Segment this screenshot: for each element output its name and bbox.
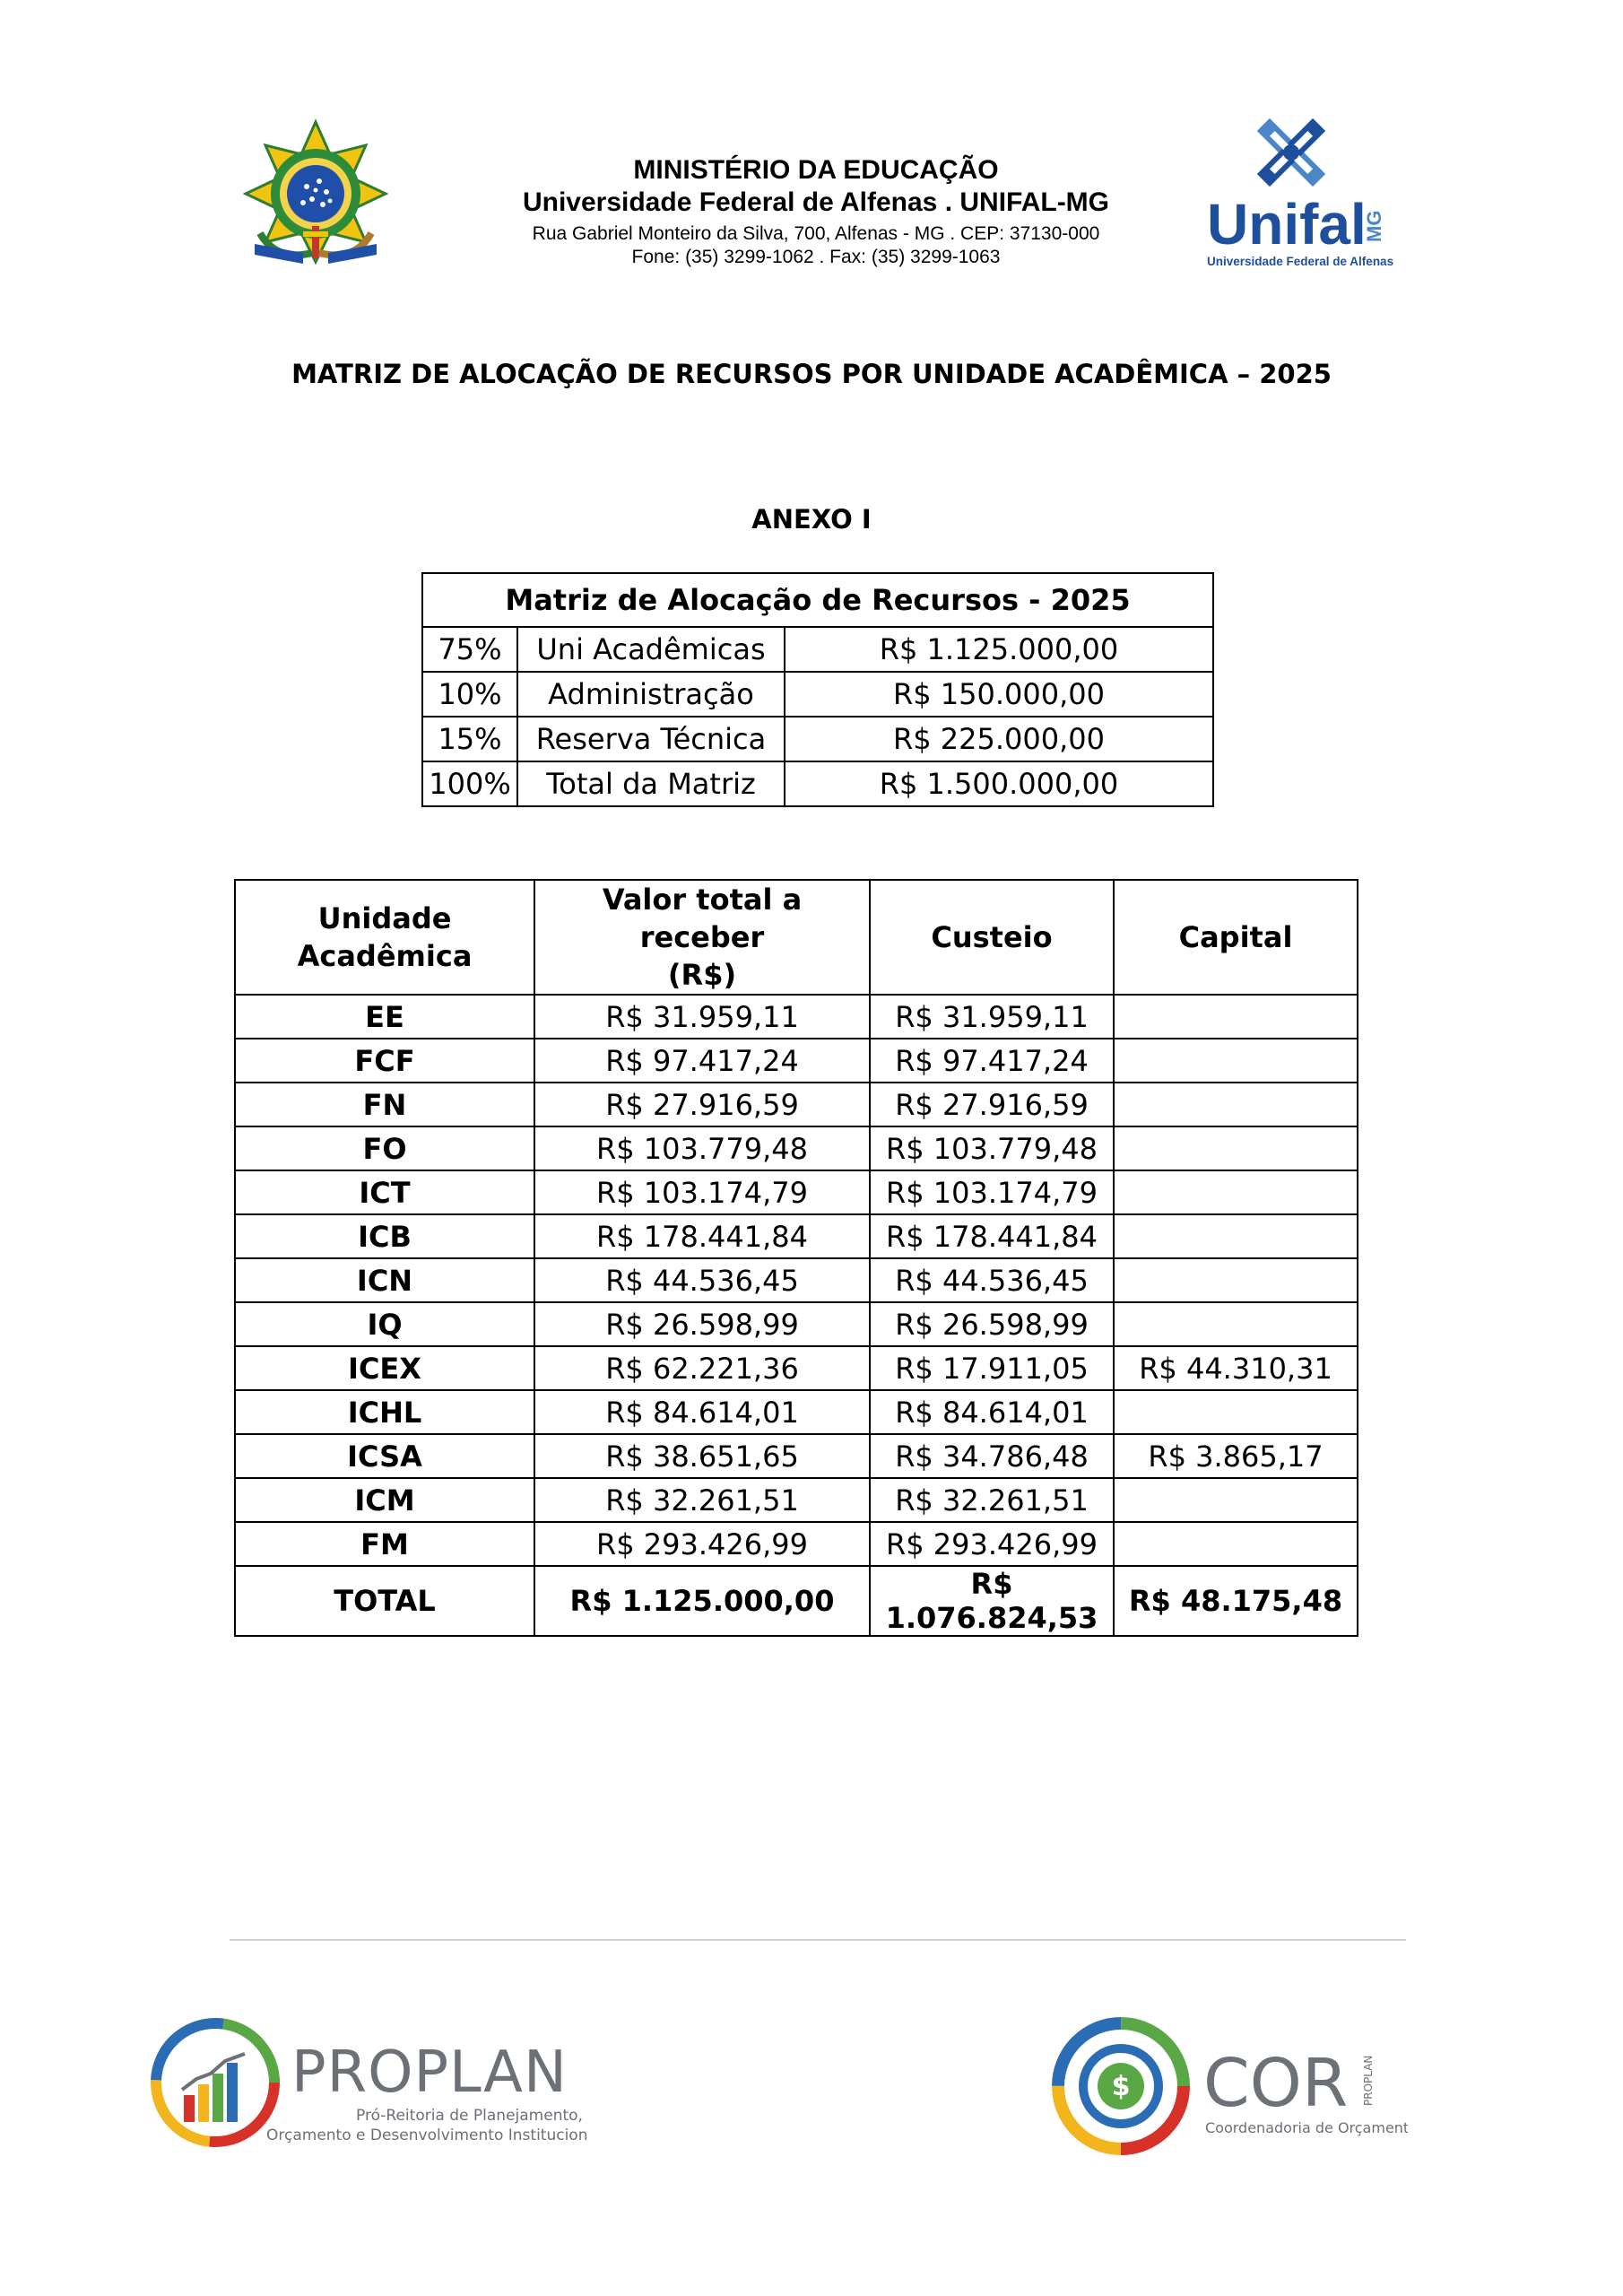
proplan-name: PROPLAN — [291, 2039, 568, 2106]
unit-name: IQ — [235, 1302, 534, 1346]
matrix-caption: Matriz de Alocação de Recursos - 2025 — [422, 573, 1213, 627]
table-row — [235, 1522, 1358, 1566]
unit-name: EE — [235, 995, 534, 1039]
unit-name: ICT — [235, 1170, 534, 1214]
allocation-matrix-table — [421, 572, 1214, 807]
table-row — [235, 1126, 1358, 1170]
table-row — [235, 1390, 1358, 1434]
table-row — [235, 1302, 1358, 1346]
phone: Fone: (35) 3299-1062 . Fax: (35) 3299-1063 — [631, 247, 1001, 267]
matrix-name: Uni Acadêmicas — [517, 627, 785, 672]
unit-total: R$ 293.426,99 — [534, 1522, 870, 1566]
matrix-name: Reserva Técnica — [517, 717, 785, 761]
unit-name: ICB — [235, 1214, 534, 1258]
unit-name: FCF — [235, 1039, 534, 1083]
unifal-logo-mg: MG — [1363, 210, 1385, 242]
table-row — [235, 1346, 1358, 1390]
total-capital: R$ 48.175,48 — [1114, 1566, 1358, 1636]
matrix-name: Total da Matriz — [517, 761, 785, 806]
unit-capital — [1114, 1522, 1358, 1566]
unit-capital: R$ 3.865,17 — [1114, 1434, 1358, 1478]
unit-custeio: R$ 17.911,05 — [870, 1346, 1114, 1390]
unit-total: R$ 84.614,01 — [534, 1390, 870, 1434]
unit-custeio: R$ 26.598,99 — [870, 1302, 1114, 1346]
svg-text:$: $ — [1111, 2071, 1131, 2102]
units-total-row — [235, 1566, 1358, 1636]
matrix-row — [422, 627, 1213, 672]
footer-divider — [230, 1939, 1406, 1941]
cor-side-label: PROPLAN — [1362, 2055, 1375, 2106]
proplan-logo — [130, 2009, 587, 2152]
unit-total: R$ 38.651,65 — [534, 1434, 870, 1478]
units-header-row — [235, 880, 1358, 995]
col-header-unit: Unidade Acadêmica — [235, 880, 534, 995]
unit-name: FM — [235, 1522, 534, 1566]
col-header-total-line2: (R$) — [667, 958, 737, 992]
unit-custeio: R$ 34.786,48 — [870, 1434, 1114, 1478]
unit-total: R$ 26.598,99 — [534, 1302, 870, 1346]
unit-custeio: R$ 27.916,59 — [870, 1083, 1114, 1126]
unit-total: R$ 62.221,36 — [534, 1346, 870, 1390]
units-allocation-table — [234, 879, 1358, 1637]
matrix-pct: 100% — [422, 761, 517, 806]
unit-custeio: R$ 84.614,01 — [870, 1390, 1114, 1434]
unit-total: R$ 31.959,11 — [534, 995, 870, 1039]
unit-custeio: R$ 31.959,11 — [870, 995, 1114, 1039]
table-row — [235, 1039, 1358, 1083]
unit-custeio: R$ 97.417,24 — [870, 1039, 1114, 1083]
matrix-value: R$ 1.500.000,00 — [785, 761, 1213, 806]
unit-total: R$ 32.261,51 — [534, 1478, 870, 1522]
matrix-row — [422, 717, 1213, 761]
col-header-total — [534, 880, 870, 995]
matrix-row — [422, 761, 1213, 806]
matrix-pct: 75% — [422, 627, 517, 672]
unit-capital — [1114, 1039, 1358, 1083]
unit-custeio: R$ 103.174,79 — [870, 1170, 1114, 1214]
matrix-pct: 15% — [422, 717, 517, 761]
matrix-value: R$ 1.125.000,00 — [785, 627, 1213, 672]
unit-capital — [1114, 1478, 1358, 1522]
table-row — [235, 995, 1358, 1039]
unit-custeio: R$ 293.426,99 — [870, 1522, 1114, 1566]
unit-custeio: R$ 178.441,84 — [870, 1214, 1114, 1258]
unifal-logo-subtitle: Universidade Federal de Alfenas — [1207, 255, 1394, 268]
unit-name: FO — [235, 1126, 534, 1170]
annex-title: ANEXO I — [751, 504, 872, 535]
table-row — [235, 1170, 1358, 1214]
table-row — [235, 1083, 1358, 1126]
total-custeio: R$ 1.076.824,53 — [870, 1566, 1114, 1636]
total-value: R$ 1.125.000,00 — [534, 1566, 870, 1636]
table-row — [235, 1478, 1358, 1522]
cor-subtitle: Coordenadoria de Orçamento — [1205, 2119, 1408, 2136]
units-body — [235, 995, 1358, 1566]
unit-name: FN — [235, 1083, 534, 1126]
matrix-value: R$ 225.000,00 — [785, 717, 1213, 761]
document-title: MATRIZ DE ALOCAÇÃO DE RECURSOS POR UNIDADE ACADÊMICA – 2025 — [291, 359, 1332, 389]
proplan-subtitle-2: Orçamento e Desenvolvimento Institucional — [266, 2126, 587, 2144]
matrix-caption-row — [422, 573, 1213, 627]
unit-capital — [1114, 1083, 1358, 1126]
unit-name: ICSA — [235, 1434, 534, 1478]
total-label: TOTAL — [235, 1566, 534, 1636]
unit-total: R$ 27.916,59 — [534, 1083, 870, 1126]
unit-custeio: R$ 44.536,45 — [870, 1258, 1114, 1302]
unit-capital — [1114, 1390, 1358, 1434]
matrix-pct: 10% — [422, 672, 517, 717]
unit-name: ICEX — [235, 1346, 534, 1390]
unit-capital — [1114, 1126, 1358, 1170]
unit-capital — [1114, 995, 1358, 1039]
ministry-name: MINISTÉRIO DA EDUCAÇÃO — [633, 155, 999, 185]
col-header-total-line1: Valor total a receber — [602, 883, 803, 954]
cor-logo — [1049, 2009, 1408, 2161]
unit-total: R$ 178.441,84 — [534, 1214, 870, 1258]
unit-capital — [1114, 1302, 1358, 1346]
table-row — [235, 1214, 1358, 1258]
col-header-capital: Capital — [1114, 880, 1358, 995]
unit-name: ICM — [235, 1478, 534, 1522]
unit-capital — [1114, 1214, 1358, 1258]
unifal-logo — [1202, 117, 1394, 274]
unit-total: R$ 44.536,45 — [534, 1258, 870, 1302]
unit-custeio: R$ 32.261,51 — [870, 1478, 1114, 1522]
brazil-coat-of-arms-icon — [240, 118, 391, 269]
address: Rua Gabriel Monteiro da Silva, 700, Alfenas - MG . CEP: 37130-000 — [532, 223, 1100, 244]
university-name: Universidade Federal de Alfenas . UNIFAL-MG — [522, 187, 1110, 217]
proplan-subtitle-1: Pró-Reitoria de Planejamento, — [356, 2107, 583, 2125]
matrix-row — [422, 672, 1213, 717]
unit-name: ICHL — [235, 1390, 534, 1434]
matrix-value: R$ 150.000,00 — [785, 672, 1213, 717]
unit-name: ICN — [235, 1258, 534, 1302]
cor-name: COR — [1203, 2045, 1349, 2122]
col-header-custeio: Custeio — [870, 880, 1114, 995]
unit-total: R$ 103.174,79 — [534, 1170, 870, 1214]
table-row — [235, 1434, 1358, 1478]
unit-capital — [1114, 1170, 1358, 1214]
unit-total: R$ 97.417,24 — [534, 1039, 870, 1083]
unit-capital — [1114, 1258, 1358, 1302]
unit-capital: R$ 44.310,31 — [1114, 1346, 1358, 1390]
matrix-name: Administração — [517, 672, 785, 717]
unit-total: R$ 103.779,48 — [534, 1126, 870, 1170]
unifal-logo-text: Unifal — [1207, 192, 1367, 257]
unit-custeio: R$ 103.779,48 — [870, 1126, 1114, 1170]
table-row — [235, 1258, 1358, 1302]
letterhead — [502, 154, 1130, 269]
